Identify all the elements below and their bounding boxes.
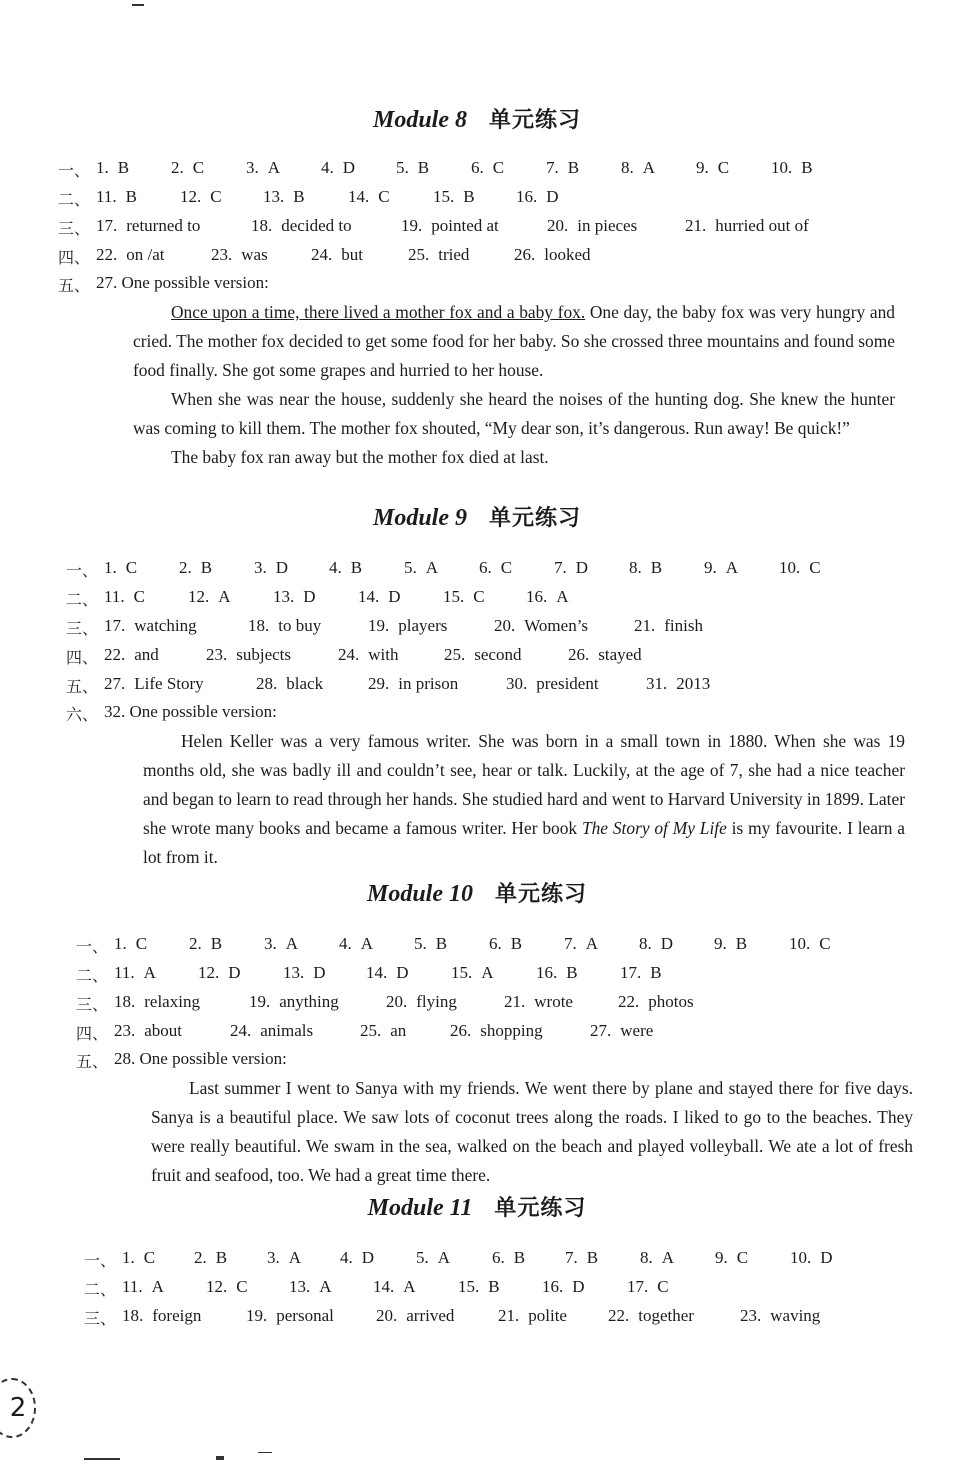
section-number: 三、	[84, 1309, 117, 1328]
essay-paragraph: Helen Keller was a very famous writer. She was born in a small town in 1880. When she was 19 months old, she was badly ill and couldn’t see, hear or talk. Luckily, at the age of 7, she had a nice teacher and began to learn to read through her hands. She studied hard and went to Harvard University in 1899. Later she wrote many books and became a famous writer. Her book	[143, 731, 905, 838]
answer-item: 18. to buy	[248, 616, 322, 635]
answer-item: 19. pointed at	[401, 216, 499, 235]
answer-item: 3. A	[246, 158, 281, 177]
answer-item: 10. C	[779, 558, 821, 577]
module-11-title	[0, 1188, 954, 1228]
answer-item: 7. B	[565, 1248, 599, 1267]
answer-item: 21. hurried out of	[685, 216, 809, 235]
essay-number: 28.	[114, 1049, 136, 1068]
module-8-title	[0, 100, 954, 140]
answer-item: 9. C	[715, 1248, 749, 1267]
answer-row	[76, 959, 954, 988]
answer-row	[84, 1302, 954, 1331]
answer-item: 11. B	[96, 187, 137, 206]
answer-item: 21. polite	[498, 1306, 567, 1325]
answer-item: 3. A	[267, 1248, 302, 1267]
module-8-section	[0, 100, 954, 472]
answer-item: 2. B	[179, 558, 213, 577]
essay-intro-text: One possible version:	[121, 273, 269, 292]
book-title: The Story of My Life	[581, 818, 727, 838]
answer-item: 7. A	[564, 934, 599, 953]
module-9-name: Module 9	[372, 505, 467, 531]
answer-item: 4. D	[321, 158, 356, 177]
essay-opening-sentence: Once upon a time, there lived a mother fox and a baby fox.	[171, 302, 586, 322]
answer-row	[58, 183, 954, 212]
answer-item: 4. B	[329, 558, 363, 577]
answer-item: 1. C	[104, 558, 138, 577]
answer-item: 16. D	[516, 187, 559, 206]
answer-item: 20. Women’s	[494, 616, 589, 635]
answer-item: 5. B	[396, 158, 430, 177]
answer-item: 19. personal	[246, 1306, 334, 1325]
section-number: 四、	[76, 1024, 109, 1043]
answer-item: 25. an	[360, 1021, 407, 1040]
answer-item: 6. C	[479, 558, 513, 577]
section-number: 一、	[66, 561, 99, 580]
module-11-name: Module 11	[367, 1195, 473, 1221]
answer-row	[76, 988, 954, 1017]
answer-row	[66, 554, 954, 583]
answer-item: 20. arrived	[376, 1306, 455, 1325]
module-11-label: 单元练习	[494, 1196, 587, 1221]
section-number: 五、	[58, 276, 91, 295]
answer-item: 24. animals	[230, 1021, 314, 1040]
answer-item: 15. B	[458, 1277, 500, 1296]
answer-item: 4. D	[340, 1248, 375, 1267]
module-10-label: 单元练习	[495, 882, 588, 907]
section-number: 一、	[58, 161, 91, 180]
answer-item: 16. D	[542, 1277, 585, 1296]
answer-item: 3. A	[264, 934, 299, 953]
page-number-badge	[0, 1378, 36, 1438]
answer-item: 8. A	[621, 158, 656, 177]
answer-item: 16. A	[526, 587, 569, 606]
answer-item: 23. was	[211, 245, 268, 264]
module-9-title	[0, 498, 954, 538]
answer-item: 6. C	[471, 158, 505, 177]
section-number: 三、	[66, 619, 99, 638]
answer-item: 27. were	[590, 1021, 654, 1040]
answer-item: 21. finish	[634, 616, 703, 635]
section-number: 五、	[66, 677, 99, 696]
answer-item: 9. A	[704, 558, 739, 577]
answer-item: 12. A	[188, 587, 231, 606]
answer-item: 3. D	[254, 558, 289, 577]
answer-item: 25. tried	[408, 245, 470, 264]
answer-item: 10. D	[790, 1248, 833, 1267]
section-number: 四、	[58, 248, 91, 267]
answer-item: 22. and	[104, 645, 159, 664]
section-number: 四、	[66, 648, 99, 667]
answer-item: 12. C	[206, 1277, 248, 1296]
page-number: 2	[9, 1393, 27, 1423]
section-number: 二、	[66, 590, 99, 609]
answer-item: 19. players	[368, 616, 448, 635]
answer-item: 28. black	[256, 674, 324, 693]
answer-item: 30. president	[506, 674, 599, 693]
answer-item: 18. foreign	[122, 1306, 202, 1325]
answer-item: 13. A	[289, 1277, 332, 1296]
answer-item: 23. about	[114, 1021, 183, 1040]
answer-item: 19. anything	[249, 992, 339, 1011]
answer-item: 25. second	[444, 645, 522, 664]
answer-item: 16. B	[536, 963, 578, 982]
answer-row	[66, 583, 954, 612]
answer-item: 18. decided to	[251, 216, 352, 235]
answer-item: 27. Life Story	[104, 674, 204, 693]
answer-item: 31. 2013	[646, 674, 711, 693]
answer-item: 15. B	[433, 187, 475, 206]
section-number: 三、	[76, 995, 109, 1014]
answer-item: 12. C	[180, 187, 222, 206]
module-10-section	[0, 874, 954, 1190]
answer-item: 15. A	[451, 963, 494, 982]
answer-item: 14. D	[358, 587, 401, 606]
answer-item: 4. A	[339, 934, 374, 953]
answer-item: 11. C	[104, 587, 145, 606]
section-number: 六、	[66, 705, 99, 724]
module-10-title	[0, 874, 954, 914]
answer-item: 18. relaxing	[114, 992, 200, 1011]
answer-row	[58, 212, 954, 241]
module-8-name: Module 8	[372, 107, 467, 133]
answer-item: 5. A	[416, 1248, 451, 1267]
answer-item: 23. subjects	[206, 645, 292, 664]
module-9-section	[0, 498, 954, 872]
answer-item: 23. waving	[740, 1306, 821, 1325]
module-9-essay	[143, 727, 905, 872]
answer-item: 14. D	[366, 963, 409, 982]
section-number: 一、	[76, 937, 109, 956]
answer-row	[76, 1017, 954, 1046]
answer-item: 8. B	[629, 558, 663, 577]
answer-item: 24. with	[338, 645, 399, 664]
essay-number: 27.	[96, 273, 118, 292]
answer-item: 7. B	[546, 158, 580, 177]
answer-item: 2. B	[194, 1248, 228, 1267]
answer-row	[84, 1244, 954, 1273]
answer-item: 20. in pieces	[547, 216, 638, 235]
answer-item: 2. B	[189, 934, 223, 953]
answer-item: 5. A	[404, 558, 439, 577]
essay-number: 32.	[104, 702, 126, 721]
scan-mark	[132, 4, 144, 6]
answer-item: 10. C	[789, 934, 831, 953]
essay-intro	[58, 270, 954, 298]
answer-item: 8. A	[640, 1248, 675, 1267]
essay-intro	[76, 1046, 954, 1074]
answer-item: 11. A	[114, 963, 156, 982]
answer-item: 11. A	[122, 1277, 164, 1296]
essay-intro-text: One possible version:	[129, 702, 277, 721]
answer-row	[84, 1273, 954, 1302]
essay-intro	[66, 699, 954, 727]
answer-item: 2. C	[171, 158, 205, 177]
answer-item: 15. C	[443, 587, 485, 606]
scan-mark	[84, 1458, 120, 1460]
answer-row	[66, 641, 954, 670]
answer-row	[58, 241, 954, 270]
answer-item: 22. photos	[618, 992, 694, 1011]
answer-item: 6. B	[489, 934, 523, 953]
module-11-section	[0, 1188, 954, 1331]
essay-intro-text: One possible version:	[139, 1049, 287, 1068]
answer-item: 17. C	[627, 1277, 669, 1296]
essay-paragraph: When she was near the house, suddenly she heard the noises of the hunting dog. She knew the hunter was coming to kill them. The mother fox shouted, “My dear son, it’s dangerous. Run away! Be quick!”	[133, 389, 895, 438]
answer-item: 26. stayed	[568, 645, 642, 664]
scan-mark	[216, 1456, 224, 1460]
section-number: 五、	[76, 1052, 109, 1071]
answer-item: 14. A	[373, 1277, 416, 1296]
section-number: 二、	[76, 966, 109, 985]
answer-item: 24. but	[311, 245, 363, 264]
answer-item: 13. D	[283, 963, 326, 982]
answer-item: 1. C	[114, 934, 148, 953]
answer-item: 26. looked	[514, 245, 591, 264]
answer-item: 1. B	[96, 158, 130, 177]
answer-row	[66, 612, 954, 641]
answer-item: 21. wrote	[504, 992, 573, 1011]
answer-item: 17. watching	[104, 616, 197, 635]
essay-paragraph: The baby fox ran away but the mother fox died at last.	[171, 447, 549, 467]
answer-item: 13. D	[273, 587, 316, 606]
answer-item: 13. B	[263, 187, 305, 206]
answer-item: 22. on /at	[96, 245, 165, 264]
answer-item: 22. together	[608, 1306, 694, 1325]
answer-row	[66, 670, 954, 699]
answer-row	[58, 154, 954, 183]
answer-item: 9. C	[696, 158, 730, 177]
essay-paragraph: Last summer I went to Sanya with my friends. We went there by plane and stayed there for five days. Sanya is a beautiful place. We saw lots of coconut trees along the roads. I liked to go to the beaches. They were really beautiful. We swam in the sea, walked on the beach and played volleyball. We ate a lot of fresh fruit and seafood, too. We had a great time there.	[151, 1078, 913, 1185]
module-8-label: 单元练习	[489, 108, 582, 133]
answer-item: 12. D	[198, 963, 241, 982]
answer-item: 10. B	[771, 158, 813, 177]
module-9-label: 单元练习	[489, 506, 582, 531]
answer-item: 7. D	[554, 558, 589, 577]
section-number: 二、	[84, 1280, 117, 1299]
answer-item: 20. flying	[386, 992, 457, 1011]
answer-item: 8. D	[639, 934, 674, 953]
answer-item: 17. B	[620, 963, 662, 982]
essay-paragraph-end: is my favourite. I learn a lot from it.	[143, 818, 905, 867]
answer-item: 17. returned to	[96, 216, 201, 235]
module-8-essay	[133, 298, 895, 472]
essay-paragraph: One day, the baby fox was very hungry and cried. The mother fox decided to get some food for her baby. So she crossed three mountains and found some food finally. She got some grapes and hurried to her house.	[133, 302, 895, 380]
answer-item: 9. B	[714, 934, 748, 953]
section-number: 二、	[58, 190, 91, 209]
answer-item: 14. C	[348, 187, 390, 206]
answer-row	[76, 930, 954, 959]
answer-item: 6. B	[492, 1248, 526, 1267]
section-number: 三、	[58, 219, 91, 238]
module-10-essay	[151, 1074, 913, 1190]
module-10-name: Module 10	[366, 881, 473, 907]
section-number: 一、	[84, 1251, 117, 1270]
answer-item: 26. shopping	[450, 1021, 543, 1040]
answer-item: 5. B	[414, 934, 448, 953]
scan-mark	[258, 1452, 272, 1453]
answer-item: 1. C	[122, 1248, 156, 1267]
answer-item: 29. in prison	[368, 674, 459, 693]
